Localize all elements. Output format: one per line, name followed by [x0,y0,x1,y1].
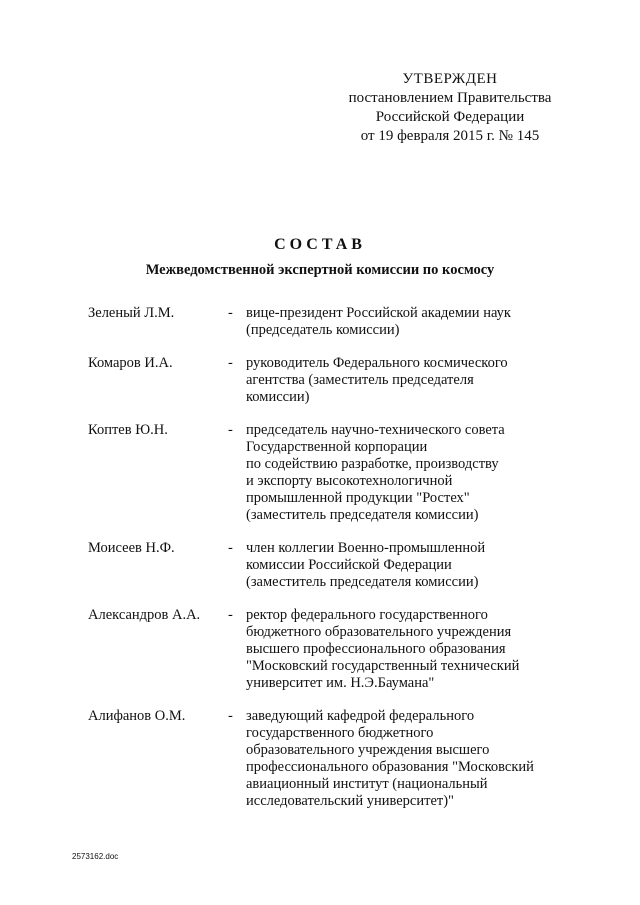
member-role: вице-президент Российской академии наук (председатель комиссии) [246,305,511,338]
member-name: Комаров И.А. [88,355,173,371]
member-role: ректор федерального государственного бюджетного образовательного учреждения высшего профессионального образования "Московский государственный технический университет им. Н.Э.Баумана" [246,607,520,691]
member-dash: - [228,708,233,724]
member-name: Алифанов О.М. [88,708,186,724]
approval-title: УТВЕРЖДЕН [402,71,498,87]
member-row [88,708,568,810]
member-role: председатель научно-технического совета Государственной корпорации по содействию разработке, производству и экспорту высокотехнологичной промышленной продукции "Ростех" (заместитель председателя комиссии) [246,422,505,523]
member-row [88,422,568,524]
member-row [88,540,568,591]
member-row [88,305,568,339]
member-role: заведующий кафедрой федерального государственного бюджетного образовательного учреждения высшего профессионального образования "Московский авиационный институт (национальный исследовательский университет)" [246,708,534,809]
member-row [88,355,568,406]
member-name: Зеленый Л.М. [88,305,175,321]
member-name: Коптев Ю.Н. [88,422,168,438]
member-role: руководитель Федерального космического агентства (заместитель председателя комиссии) [246,355,508,405]
document-subheading: Межведомственной экспертной комиссии по космосу [145,262,495,278]
member-role: член коллегии Военно-промышленной комиссии Российской Федерации (заместитель председателя комиссии) [246,540,486,590]
member-name: Александров А.А. [88,607,201,623]
file-name-footer: 2573162.doc [72,852,119,861]
member-name: Моисеев Н.Ф. [88,540,175,556]
member-dash: - [228,355,233,371]
member-row [88,607,568,692]
member-dash: - [228,422,233,438]
approval-line-2: Российской Федерации [375,109,525,125]
approval-line-3: от 19 февраля 2015 г. № 145 [360,128,540,144]
member-dash: - [228,305,233,321]
approval-block [330,70,570,146]
approval-line-1: постановлением Правительства [348,90,552,106]
members-list [88,305,568,826]
member-dash: - [228,607,233,623]
document-heading: СОСТАВ [274,236,366,253]
member-dash: - [228,540,233,556]
